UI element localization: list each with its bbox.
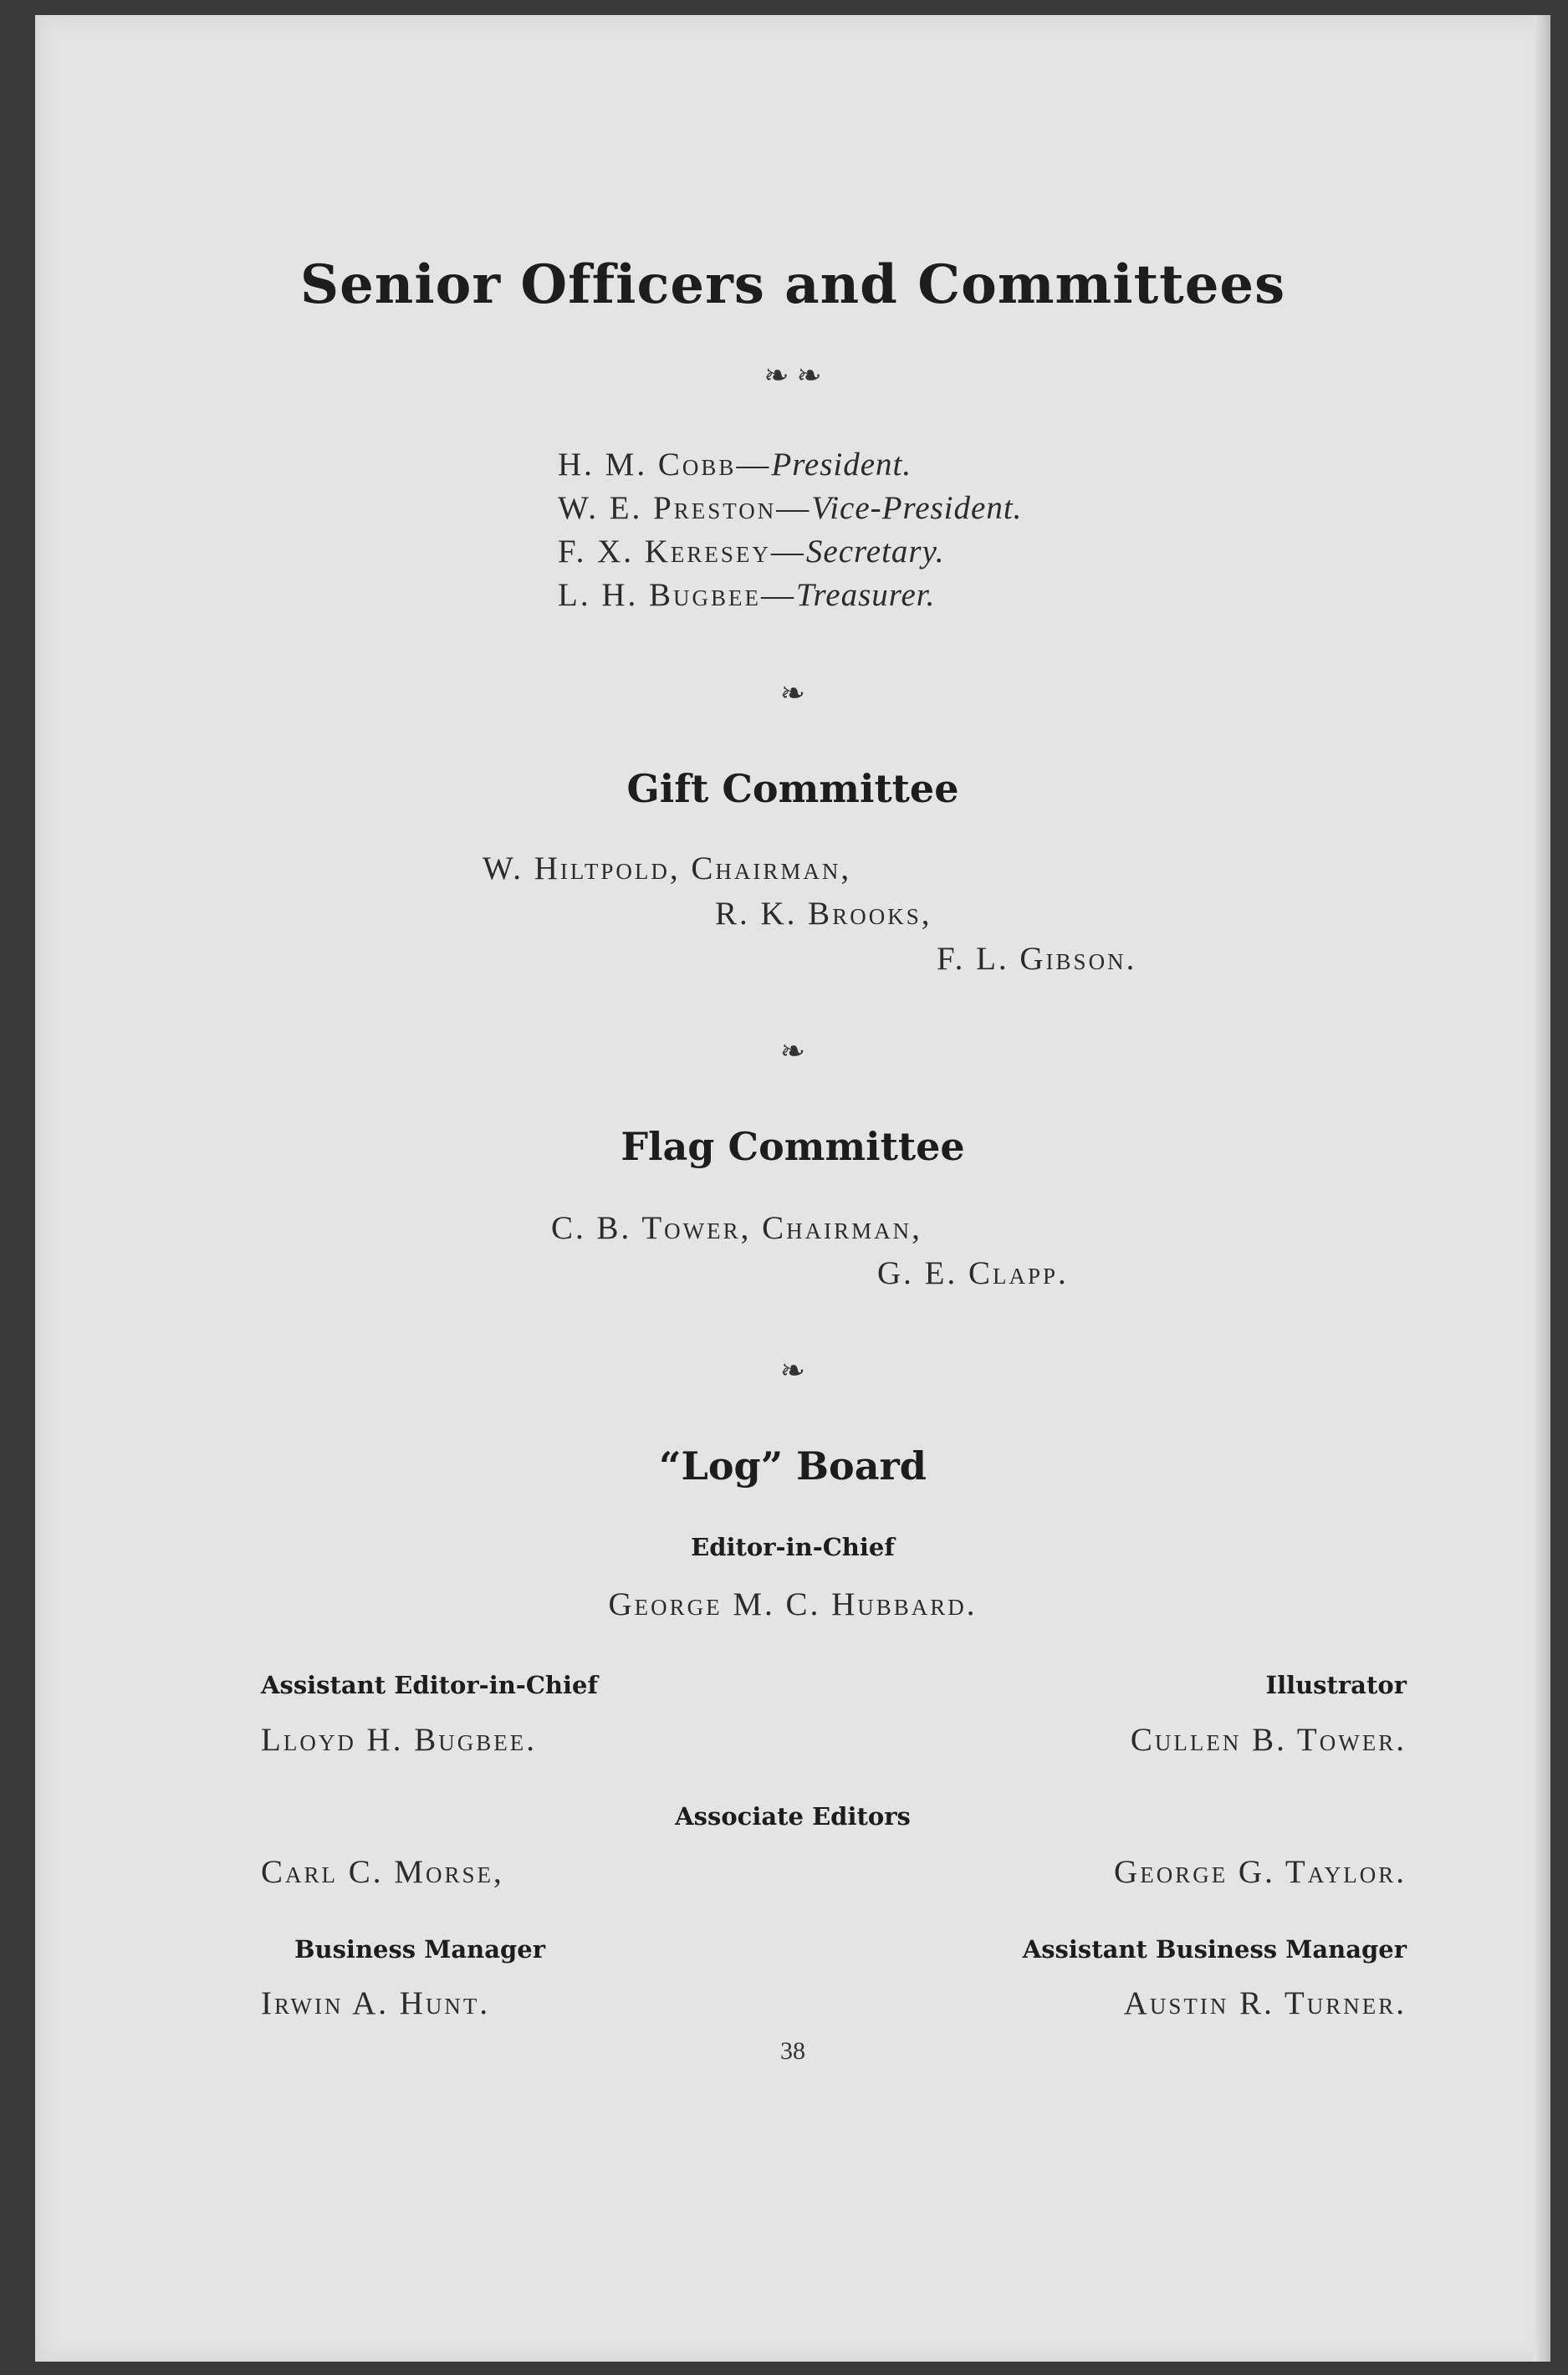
flag-committee-heading: Flag Committee	[621, 1124, 965, 1169]
associate-editor-name: Carl C. Morse,	[261, 1854, 504, 1890]
ornament-double: ❧ ❧	[764, 359, 822, 392]
ornament-single: ❧	[779, 1034, 806, 1068]
gift-committee-member: R. K. Brooks,	[715, 896, 932, 932]
officer-role: Treasurer.	[796, 577, 936, 613]
officer-name: W. E. Preston—	[558, 490, 812, 526]
editor-in-chief-name: George M. C. Hubbard.	[608, 1586, 978, 1622]
flag-committee-member: G. E. Clapp.	[877, 1255, 1069, 1291]
editor-in-chief-label: Editor-in-Chief	[691, 1533, 895, 1561]
officer-secretary	[558, 533, 945, 570]
officer-name: F. X. Keresey—	[558, 534, 806, 569]
illustrator-label: Illustrator	[1265, 1671, 1407, 1699]
page-number: 38	[780, 2037, 805, 2065]
officer-role: President.	[771, 447, 912, 483]
officer-vice-president	[558, 489, 1022, 527]
ornament-single: ❧	[779, 677, 806, 710]
document-page	[35, 15, 1550, 2362]
ornament-single: ❧	[779, 1354, 806, 1387]
gift-committee-member: W. Hiltpold, Chairman,	[483, 850, 852, 886]
officer-name: H. M. Cobb—	[558, 447, 772, 483]
gift-committee-heading: Gift Committee	[626, 766, 959, 811]
gift-committee-member: F. L. Gibson.	[937, 941, 1137, 977]
flag-committee-member: C. B. Tower, Chairman,	[551, 1210, 922, 1246]
log-board-heading: “Log” Board	[659, 1443, 927, 1489]
officer-name: L. H. Bugbee—	[558, 577, 796, 613]
officer-president	[558, 446, 912, 483]
assistant-business-manager-label: Assistant Business Manager	[1022, 1935, 1407, 1964]
illustrator-name: Cullen B. Tower.	[1130, 1722, 1407, 1758]
assistant-editor-name: Lloyd H. Bugbee.	[261, 1722, 537, 1758]
officer-role: Vice-President.	[811, 490, 1023, 526]
assistant-editor-label: Assistant Editor-in-Chief	[261, 1671, 598, 1699]
assistant-business-manager-name: Austin R. Turner.	[1123, 1985, 1407, 2021]
business-manager-name: Irwin A. Hunt.	[261, 1985, 491, 2021]
officer-treasurer	[558, 576, 935, 614]
page-title: Senior Officers and Committees	[299, 253, 1286, 316]
business-manager-label: Business Manager	[294, 1935, 545, 1964]
associate-editors-label: Associate Editors	[675, 1802, 911, 1831]
associate-editor-name: George G. Taylor.	[1114, 1854, 1407, 1890]
officer-role: Secretary.	[805, 534, 945, 569]
